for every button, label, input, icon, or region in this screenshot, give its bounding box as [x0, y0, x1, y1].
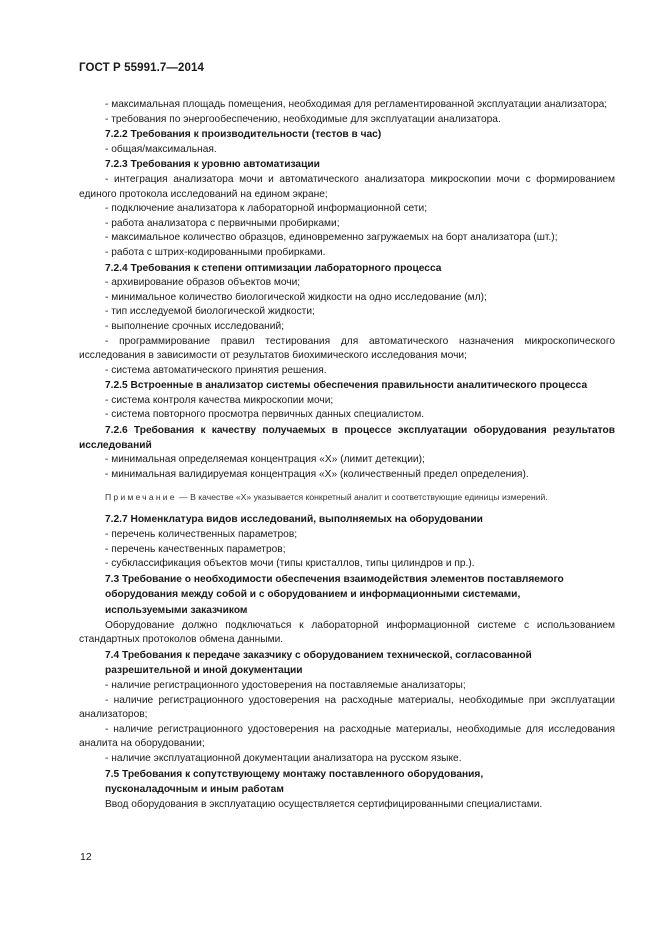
section-heading-7-5: 7.5 Требования к сопутствующему монтажу поставленного оборудования, — [105, 768, 484, 780]
list-item: - работа с штрих-кодированными пробирками. — [105, 246, 326, 258]
document-header: ГОСТ Р 55991.7—2014 — [79, 62, 204, 74]
list-item: - работа анализатора с первичными пробирками; — [105, 217, 340, 229]
list-item: - система повторного просмотра первичных данных специалистом. — [105, 409, 425, 421]
note — [79, 491, 615, 504]
list-item: - требования по энергообеспечению, необходимые для эксплуатации анализатора. — [105, 113, 501, 125]
list-item: - система контроля качества микроскопии мочи; — [105, 394, 334, 406]
list-item: - подключение анализатора к лабораторной информационной сети; — [105, 203, 428, 215]
list-item: - максимальная площадь помещения, необходимая для регламентированной эксплуатации анализатора; — [105, 99, 608, 110]
list-item: - интеграция анализатора мочи и автоматического анализатора микроскопии мочи с формированием единого протокола исследований на едином экране; — [79, 173, 615, 200]
section-heading-7-3-line3: используемыми заказчиком — [105, 605, 248, 616]
section-heading-7-2-6: 7.2.6 Требования к качеству получаемых в процессе эксплуатации оборудования результатов исследований — [79, 425, 615, 451]
list-item: - минимальная определяемая концентрация «X» (лимит детекции); — [105, 454, 425, 466]
section-heading-7-4: 7.4 Требования к передаче заказчику с оборудованием технической, согласованной — [105, 649, 532, 661]
paragraph: Ввод оборудования в эксплуатацию осуществляется сертифицированными специалистами. — [105, 798, 543, 810]
list-item: - субклассификация объектов мочи (типы кристаллов, типы цилиндров и пр.). — [105, 558, 475, 570]
section-heading-7-2-4: 7.2.4 Требования к степени оптимизации лабораторного процесса — [105, 262, 442, 274]
list-item: - наличие эксплуатационной документации анализатора на русском языке. — [105, 752, 462, 764]
section-heading-7-2-2: 7.2.2 Требования к производительности (тестов в час) — [105, 129, 382, 141]
section-heading-7-2-3: 7.2.3 Требования к уровню автоматизации — [105, 159, 320, 171]
list-item: - система автоматического принятия решения. — [105, 364, 327, 376]
section-heading-7-4-line2: разрешительной и иной документации — [105, 665, 303, 677]
paragraph: Оборудование должно подключаться к лабораторной информационной системе с использованием стандартных протоколов обмена данными. — [79, 619, 615, 646]
note-text: — В качестве «X» указывается конкретный аналит и соответствующие единицы измерений. — [176, 492, 548, 503]
list-item: - архивирование образов объектов мочи; — [105, 277, 301, 289]
list-item: - перечень количественных параметров; — [105, 529, 298, 541]
list-item: - наличие регистрационного удостоверения на расходные материалы, необходимые для исследования аналита на оборудовании; — [79, 723, 615, 750]
list-item: - общая/максимальная. — [105, 143, 217, 155]
page-number: 12 — [80, 851, 92, 863]
list-item: - минимальная валидируемая концентрация «X» (количественный предел определения). — [105, 468, 529, 480]
list-item: - выполнение срочных исследований; — [105, 320, 285, 332]
list-item: - минимальное количество биологической жидкости на одно исследование (мл); — [105, 291, 487, 303]
section-heading-7-3-line2: оборудования между собой и с оборудованием и информационными системами, — [105, 589, 521, 601]
section-heading-7-2-5: 7.2.5 Встроенные в анализатор системы обеспечения правильности аналитического процесса — [105, 380, 588, 392]
document-body — [79, 98, 615, 812]
list-item: - тип исследуемой биологической жидкости; — [105, 306, 315, 318]
note-label: Примечание — [105, 492, 177, 503]
section-heading-7-5-line2: пусконаладочным и иным работам — [105, 784, 284, 796]
list-item: - максимальное количество образцов, единовременно загружаемых на борт анализатора (шт.); — [105, 232, 558, 244]
list-item: - наличие регистрационного удостоверения на поставляемые анализаторы; — [105, 679, 466, 691]
section-heading-7-3: 7.3 Требование о необходимости обеспечения взаимодействия элементов поставляемого — [105, 573, 564, 585]
list-item: - программирование правил тестирования для автоматического назначения микроскопического исследования в зависимости от результатов биохимического исследования мочи; — [79, 335, 615, 362]
section-heading-7-2-7: 7.2.7 Номенклатура видов исследований, выполняемых на оборудовании — [105, 514, 483, 526]
list-item: - наличие регистрационного удостоверения на расходные материалы, необходимые при эксплуатации анализаторов; — [79, 694, 615, 721]
list-item: - перечень качественных параметров; — [105, 543, 286, 555]
